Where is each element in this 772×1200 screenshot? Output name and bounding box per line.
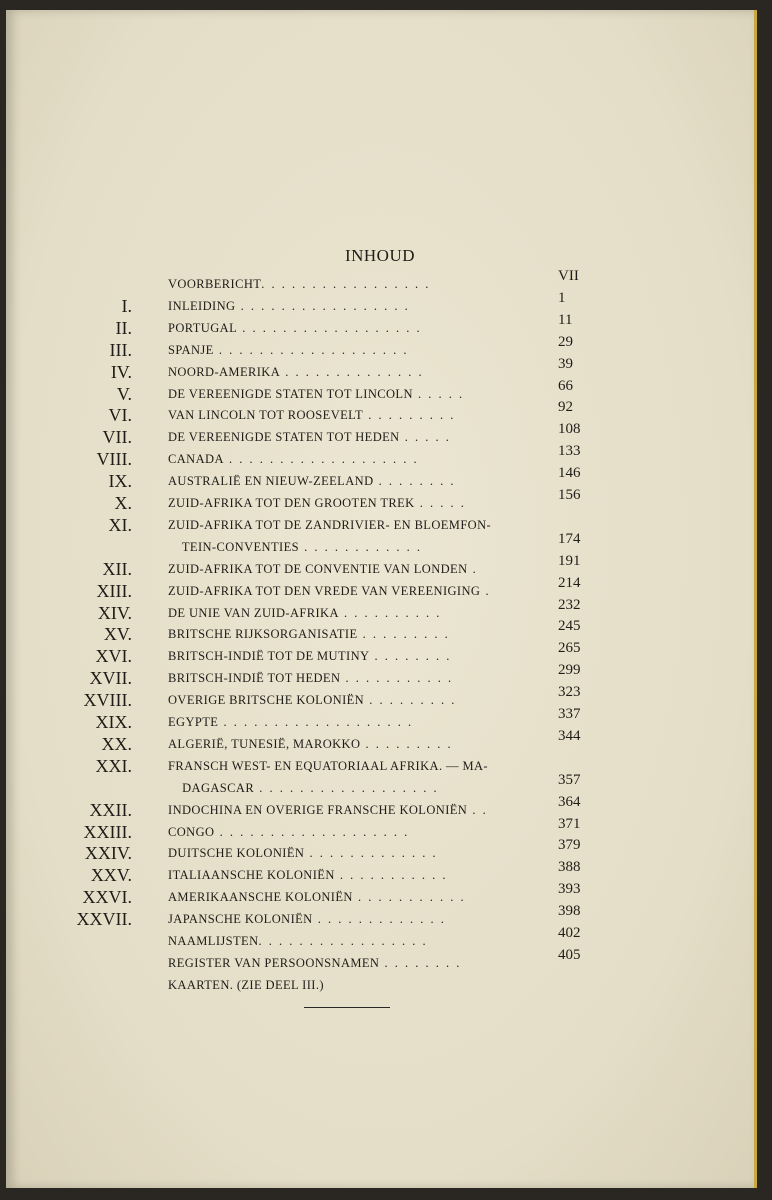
chapter-title-text: BRITSCH-INDIË TOT HEDEN xyxy=(168,671,341,686)
chapter-title xyxy=(168,693,538,708)
leader-dots: . . . . . . . . . . . . . . xyxy=(280,364,424,379)
page-number: 265 xyxy=(558,640,581,657)
toc-row xyxy=(6,289,754,318)
page-number: 146 xyxy=(558,465,581,482)
chapter-number: VI. xyxy=(108,405,132,426)
toc-row xyxy=(6,311,754,340)
chapter-number: XIV. xyxy=(97,602,132,623)
chapter-title xyxy=(168,496,538,511)
page-number: 66 xyxy=(558,377,573,394)
chapter-number: I. xyxy=(121,295,132,316)
chapter-title xyxy=(168,912,538,927)
chapter-title-text: DUITSCHE KOLONIËN xyxy=(168,846,305,861)
chapter-title-text: CONGO xyxy=(168,824,215,839)
chapter-title xyxy=(168,649,538,664)
toc-row xyxy=(6,530,754,559)
chapter-number: XVII. xyxy=(89,668,132,689)
chapter-number: VIII. xyxy=(96,449,132,470)
book-page xyxy=(6,10,757,1188)
toc-row xyxy=(6,815,754,844)
leader-dots: . . . . . . . . . xyxy=(363,408,456,423)
toc-row xyxy=(6,903,754,931)
leader-dots: . . . . . . . . . . . xyxy=(334,868,448,883)
leader-dots: . . . . . . . . . . . . . . . . . xyxy=(261,277,431,291)
chapter-number: VII. xyxy=(102,427,132,448)
chapter-title xyxy=(168,452,538,467)
chapter-title-text: FRANSCH WEST- EN EQUATORIAAL AFRIKA. — MA- xyxy=(168,758,488,773)
page-number: 29 xyxy=(558,333,573,350)
toc-row xyxy=(6,268,754,296)
chapter-title-text: BRITSCHE RIJKSORGANISATIE xyxy=(168,627,358,642)
page-number: 393 xyxy=(558,881,581,898)
toc-row xyxy=(6,465,754,493)
page-number: 39 xyxy=(558,355,573,372)
leader-dots: . xyxy=(467,561,478,576)
toc-row xyxy=(6,487,754,515)
chapter-number: XX. xyxy=(101,733,132,754)
chapter-title xyxy=(168,321,538,336)
leader-dots: . . . . . . . . . . . . xyxy=(298,539,422,554)
page-number: 299 xyxy=(558,662,581,679)
toc-row xyxy=(6,925,754,953)
leader-dots: . . . . . . . . . xyxy=(360,736,453,751)
chapter-title-text: ZUID-AFRIKA TOT DEN VREDE VAN VEREENIGING xyxy=(168,583,481,598)
chapter-title-text: VAN LINCOLN TOT ROOSEVELT xyxy=(168,408,364,423)
page-number: 344 xyxy=(558,727,581,744)
chapter-number: X. xyxy=(114,493,132,513)
leader-dots: . . . . . . . . . . xyxy=(338,605,442,620)
page-number: VII xyxy=(558,268,579,284)
chapter-title-text: ZUID-AFRIKA TOT DE ZANDRIVIER- EN BLOEMFON- xyxy=(168,517,492,532)
chapter-title xyxy=(168,978,538,993)
leader-dots: . . . . . . . . xyxy=(373,474,456,489)
chapter-title-text: NAAMLIJSTEN xyxy=(168,934,259,948)
chapter-title-text: ZUID-AFRIKA TOT DE CONVENTIE VAN LONDEN xyxy=(168,561,468,576)
leader-dots: . . . . . . . . . . . . . . . . . . . xyxy=(218,715,414,729)
toc-row xyxy=(6,618,754,646)
page-number: 245 xyxy=(558,618,581,635)
chapter-title xyxy=(168,474,538,489)
chapter-title-text: EGYPTE xyxy=(168,715,219,729)
page-number: 191 xyxy=(558,552,581,569)
chapter-title xyxy=(168,606,538,621)
chapter-title xyxy=(168,430,538,445)
toc-row xyxy=(6,515,754,537)
chapter-title xyxy=(168,518,538,533)
chapter-title xyxy=(168,408,538,423)
chapter-title-text: ZUID-AFRIKA TOT DEN GROOTEN TREK xyxy=(168,496,415,510)
chapter-title-text: DAGASCAR xyxy=(168,780,255,795)
chapter-number: XV. xyxy=(103,624,132,645)
toc-row xyxy=(6,946,754,975)
leader-dots: . . . . . xyxy=(412,386,465,401)
page-number: 11 xyxy=(558,311,573,328)
leader-dots: . . . . . . . . . . . xyxy=(352,890,466,905)
chapter-title xyxy=(168,759,538,774)
page-number: 364 xyxy=(558,793,581,810)
toc-row xyxy=(6,859,754,887)
chapter-title xyxy=(168,956,538,971)
page-number: 92 xyxy=(558,399,573,416)
page-number: 323 xyxy=(558,684,581,701)
chapter-title xyxy=(168,715,538,730)
page-number: 156 xyxy=(558,487,581,503)
chapter-title-text: INDOCHINA EN OVERIGE FRANSCHE KOLONIËN xyxy=(168,802,468,817)
chapter-title xyxy=(168,781,538,796)
chapter-number: XXVI. xyxy=(82,887,132,908)
chapter-title-text: DE VEREENIGDE STATEN TOT LINCOLN xyxy=(168,386,413,401)
page-number: 402 xyxy=(558,925,581,941)
toc-row xyxy=(6,706,754,734)
toc-row xyxy=(6,837,754,865)
chapter-title xyxy=(168,868,538,883)
chapter-title xyxy=(168,671,538,686)
page-number: 398 xyxy=(558,903,581,920)
page-number: 388 xyxy=(558,859,581,876)
toc-row xyxy=(6,771,754,800)
page-number: 357 xyxy=(558,771,581,788)
toc-row xyxy=(6,640,754,668)
toc-row xyxy=(6,574,754,603)
chapter-title-text: VOORBERICHT xyxy=(168,277,262,291)
chapter-title-text: TEIN-CONVENTIES xyxy=(168,539,299,554)
chapter-title xyxy=(168,540,538,555)
chapter-title-text: AMERIKAANSCHE KOLONIËN xyxy=(168,890,353,905)
leader-dots: . . . . . . . . . . . . . . . . . . xyxy=(254,780,439,795)
toc-row xyxy=(6,756,754,778)
toc-row xyxy=(6,399,754,427)
chapter-title-text: BRITSCH-INDIË TOT DE MUTINY xyxy=(168,649,370,664)
chapter-number: IV. xyxy=(110,361,132,382)
chapter-number: XXV. xyxy=(90,865,132,886)
toc-row xyxy=(6,377,754,406)
chapter-title-text: AUSTRALIË EN NIEUW-ZEELAND xyxy=(168,474,374,489)
leader-dots: . . . . . . . . . . . xyxy=(340,671,454,686)
chapter-title xyxy=(168,387,538,402)
chapter-title xyxy=(168,277,538,292)
toc-row xyxy=(6,596,754,625)
page-number: 337 xyxy=(558,706,581,722)
toc-row xyxy=(6,421,754,449)
toc-row xyxy=(6,662,754,690)
closing-rule xyxy=(304,1007,390,1008)
toc-row xyxy=(6,881,754,909)
chapter-title-text: SPANJE xyxy=(168,342,214,357)
leader-dots: . . . . . . . . . . . . . . . . . . . xyxy=(213,342,409,357)
chapter-title xyxy=(168,343,538,358)
chapter-number: XXIII. xyxy=(83,821,132,842)
page-number: 108 xyxy=(558,421,581,438)
chapter-number: XVI. xyxy=(95,646,132,667)
chapter-title-text: JAPANSCHE KOLONIËN xyxy=(168,912,313,927)
chapter-title-text: CANADA xyxy=(168,452,224,467)
toc-row xyxy=(6,727,754,756)
chapter-title-text: DE UNIE VAN ZUID-AFRIKA xyxy=(168,605,339,620)
page-title: INHOUD xyxy=(344,246,416,265)
chapter-title xyxy=(168,934,538,949)
toc-row xyxy=(6,975,754,997)
page-number: 405 xyxy=(558,946,581,963)
page-number: 371 xyxy=(558,815,581,832)
toc-row xyxy=(6,443,754,471)
chapter-number: XIII. xyxy=(96,580,132,601)
leader-dots: . . . . . . . . xyxy=(379,955,462,970)
chapter-title xyxy=(168,825,538,840)
chapter-number: XXII. xyxy=(89,799,132,820)
leader-dots: . . . . . xyxy=(399,430,451,445)
chapter-number: XII. xyxy=(102,558,132,579)
leader-dots: . . . . . xyxy=(414,496,466,510)
chapter-number: II. xyxy=(115,317,132,338)
leader-dots: . . . . . . . . . . . . . . . . . . xyxy=(237,320,422,335)
table-of-contents xyxy=(6,10,754,1188)
chapter-number: XVIII. xyxy=(83,690,132,711)
chapter-title xyxy=(168,627,538,642)
page-number: 1 xyxy=(558,289,566,306)
chapter-title xyxy=(168,562,538,577)
chapter-title xyxy=(168,803,538,818)
chapter-number: XI. xyxy=(108,514,132,535)
chapter-title xyxy=(168,584,538,599)
chapter-title-text: INLEIDING xyxy=(168,298,236,313)
toc-row xyxy=(6,552,754,581)
chapter-title-text: OVERIGE BRITSCHE KOLONIËN xyxy=(168,693,365,708)
chapter-title-text: ALGERIË, TUNESIË, MAROKKO xyxy=(168,736,361,751)
leader-dots: . xyxy=(480,583,491,598)
chapter-number: XXVII. xyxy=(76,909,132,930)
chapter-title xyxy=(168,365,538,380)
leader-dots: . . . . . . . . . . . . . . . . . . . xyxy=(223,452,419,467)
leader-dots: . . . . . . . . . . . . . . . . . xyxy=(258,934,428,948)
chapter-title xyxy=(168,846,538,861)
leader-dots: . . . . . . . . . . . . . . . . . xyxy=(235,298,410,313)
leader-dots: . . . . . . . . . xyxy=(364,693,457,708)
toc-row xyxy=(6,355,754,384)
toc-row xyxy=(6,684,754,712)
chapter-title-text: DE VEREENIGDE STATEN TOT HEDEN xyxy=(168,430,400,445)
chapter-title xyxy=(168,299,538,314)
page-number: 232 xyxy=(558,596,581,613)
chapter-number: V. xyxy=(116,383,132,404)
page-number: 133 xyxy=(558,443,581,460)
chapter-number: XXIV. xyxy=(84,843,132,864)
chapter-title-text: ITALIAANSCHE KOLONIËN xyxy=(168,868,335,883)
chapter-number: III. xyxy=(109,339,132,360)
leader-dots: . . . . . . . . xyxy=(369,649,452,664)
toc-row xyxy=(6,793,754,822)
page-number: 379 xyxy=(558,837,581,854)
leader-dots: . . . . . . . . . . . . . . . . . . . xyxy=(214,824,410,839)
page-number: 174 xyxy=(558,530,581,547)
chapter-number: XXI. xyxy=(95,755,132,776)
page-number: 214 xyxy=(558,574,581,591)
chapter-title xyxy=(168,737,538,752)
leader-dots: . . . . . . . . . . . . . xyxy=(312,912,446,927)
leader-dots: . . . . . . . . . xyxy=(357,627,450,642)
chapter-title-text: KAARTEN. (ZIE DEEL III.) xyxy=(168,977,324,992)
chapter-number: IX. xyxy=(108,471,132,492)
chapter-title-text: PORTUGAL xyxy=(168,320,238,335)
chapter-title xyxy=(168,890,538,905)
leader-dots: . . . . . . . . . . . . . xyxy=(304,846,438,861)
chapter-title-text: REGISTER VAN PERSOONSNAMEN xyxy=(168,955,380,970)
toc-row xyxy=(6,333,754,362)
leader-dots: . . xyxy=(467,802,488,817)
chapter-number: XIX. xyxy=(95,712,132,732)
chapter-title-text: NOORD-AMERIKA xyxy=(168,364,281,379)
